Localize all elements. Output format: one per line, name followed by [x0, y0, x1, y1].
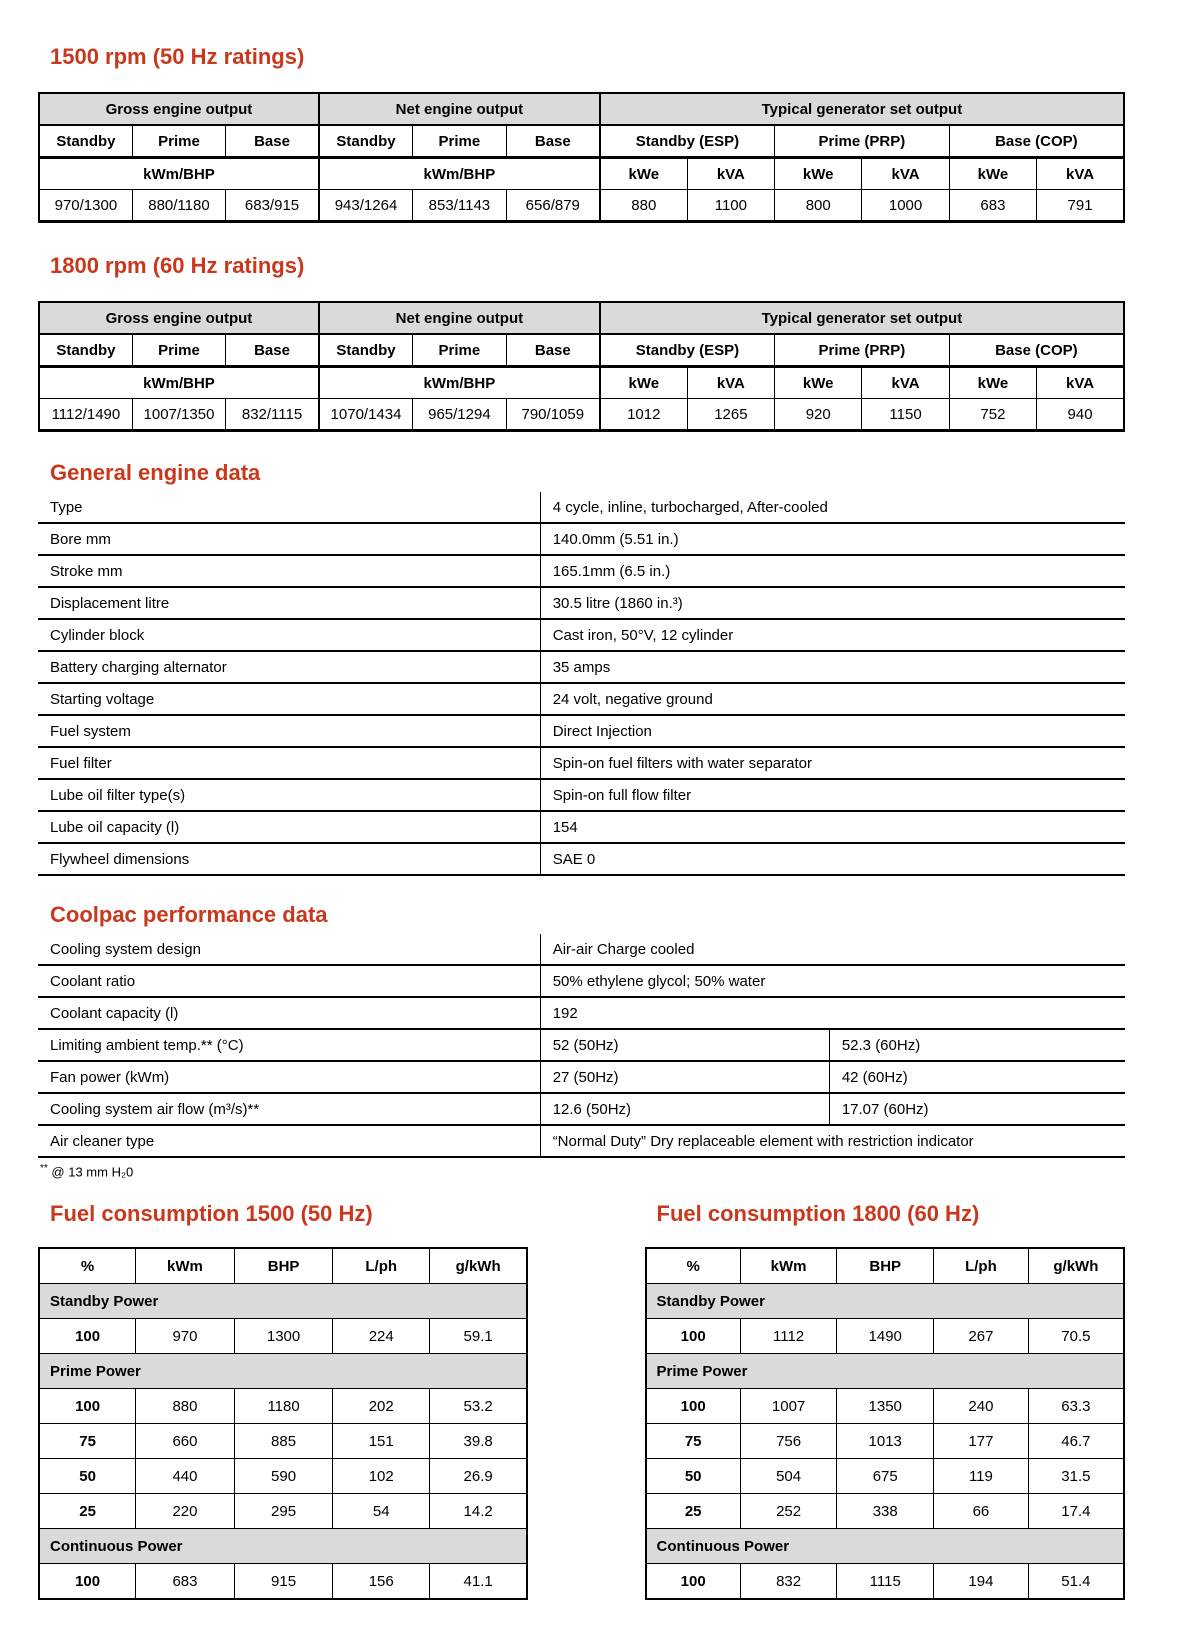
- value-cell: 504: [740, 1459, 837, 1494]
- group-header: Gross engine output: [39, 93, 319, 125]
- value-cell: 1112/1490: [39, 399, 132, 431]
- value-cell: 880/1180: [132, 190, 225, 222]
- value-cell: 54: [333, 1494, 430, 1529]
- table-row: [38, 619, 1125, 651]
- column-header: Prime: [413, 334, 507, 367]
- spec-value: Spin-on fuel filters with water separator: [540, 747, 1125, 779]
- footnote-marker: **: [40, 1163, 48, 1174]
- spec-value-50hz: 52 (50Hz): [540, 1029, 829, 1061]
- group-header: Gross engine output: [39, 302, 319, 334]
- value-cell: 25: [646, 1494, 741, 1529]
- table-row: [39, 1494, 527, 1529]
- unit-header: kVA: [1037, 367, 1124, 399]
- spec-label: Displacement litre: [38, 587, 540, 619]
- table-row: [39, 367, 1124, 399]
- table-section-row: [39, 1529, 527, 1564]
- value-cell: 853/1143: [413, 190, 507, 222]
- spec-value: 165.1mm (6.5 in.): [540, 555, 1125, 587]
- spec-label: Coolant ratio: [38, 965, 540, 997]
- table-row: [646, 1248, 1124, 1284]
- table-row: [646, 1459, 1124, 1494]
- spec-value: Air-air Charge cooled: [540, 934, 1125, 965]
- footnote-text: @ 13 mm H₂0: [51, 1164, 134, 1180]
- value-cell: 252: [740, 1494, 837, 1529]
- section-label: Continuous Power: [39, 1529, 527, 1564]
- table-row: [646, 1319, 1124, 1354]
- value-cell: 100: [39, 1319, 136, 1354]
- spec-label: Cooling system air flow (m³/s)**: [38, 1093, 540, 1125]
- column-header: kWm: [136, 1248, 235, 1284]
- unit-header: kWm/BHP: [319, 158, 600, 190]
- value-cell: 202: [333, 1389, 430, 1424]
- value-cell: 224: [333, 1319, 430, 1354]
- unit-header: kWe: [775, 158, 862, 190]
- value-cell: 1350: [837, 1389, 934, 1424]
- spec-value-60hz: 42 (60Hz): [829, 1061, 1125, 1093]
- value-cell: 1000: [862, 190, 949, 222]
- column-header: Prime (PRP): [775, 125, 950, 158]
- table-row: [38, 555, 1125, 587]
- value-cell: 943/1264: [319, 190, 413, 222]
- value-cell: 683/915: [226, 190, 319, 222]
- spec-value: Direct Injection: [540, 715, 1125, 747]
- column-header: Base (COP): [949, 125, 1124, 158]
- value-cell: 440: [136, 1459, 235, 1494]
- value-cell: 1115: [837, 1564, 934, 1600]
- coolpac-data-table: [38, 934, 1125, 1158]
- section-label: Standby Power: [39, 1284, 527, 1319]
- spec-label: Flywheel dimensions: [38, 843, 540, 875]
- value-cell: 156: [333, 1564, 430, 1600]
- general-engine-data-title: General engine data: [50, 460, 261, 485]
- table-row: [38, 779, 1125, 811]
- table-row: [39, 1459, 527, 1494]
- table-row: [39, 334, 1124, 367]
- unit-header: kWe: [949, 158, 1036, 190]
- value-cell: 100: [646, 1389, 741, 1424]
- section-label: Continuous Power: [646, 1529, 1124, 1564]
- value-cell: 100: [646, 1564, 741, 1600]
- column-header: Standby (ESP): [600, 334, 775, 367]
- table-section-row: [646, 1354, 1124, 1389]
- value-cell: 75: [646, 1424, 741, 1459]
- spec-label: Type: [38, 492, 540, 523]
- table-row: [646, 1389, 1124, 1424]
- value-cell: 885: [234, 1424, 333, 1459]
- spec-label: Coolant capacity (l): [38, 997, 540, 1029]
- value-cell: 1070/1434: [319, 399, 413, 431]
- unit-header: kWm/BHP: [39, 367, 319, 399]
- value-cell: 14.2: [430, 1494, 528, 1529]
- spec-label: Stroke mm: [38, 555, 540, 587]
- value-cell: 752: [949, 399, 1036, 431]
- spec-label: Cylinder block: [38, 619, 540, 651]
- value-cell: 832: [740, 1564, 837, 1600]
- value-cell: 39.8: [430, 1424, 528, 1459]
- general-engine-data-table: [38, 492, 1125, 876]
- group-header: Typical generator set output: [600, 93, 1124, 125]
- value-cell: 100: [39, 1564, 136, 1600]
- table-row: [39, 399, 1124, 431]
- table-row: [38, 523, 1125, 555]
- unit-header: kWm/BHP: [319, 367, 600, 399]
- value-cell: 1012: [600, 399, 687, 431]
- value-cell: 970: [136, 1319, 235, 1354]
- column-header: Standby: [319, 125, 413, 158]
- fuel-50hz-column: [38, 1201, 528, 1600]
- value-cell: 119: [934, 1459, 1029, 1494]
- spec-value: 35 amps: [540, 651, 1125, 683]
- spec-label: Fuel system: [38, 715, 540, 747]
- value-cell: 25: [39, 1494, 136, 1529]
- value-cell: 880: [600, 190, 687, 222]
- table-row: [39, 190, 1124, 222]
- spec-label: Limiting ambient temp.** (°C): [38, 1029, 540, 1061]
- table-row: [646, 1424, 1124, 1459]
- value-cell: 70.5: [1028, 1319, 1124, 1354]
- column-header: L/ph: [934, 1248, 1029, 1284]
- unit-header: kWe: [600, 367, 687, 399]
- column-header: Standby: [319, 334, 413, 367]
- table-row: [39, 302, 1124, 334]
- column-header: Base: [506, 125, 600, 158]
- column-header: %: [646, 1248, 741, 1284]
- table-row: [39, 1389, 527, 1424]
- value-cell: 53.2: [430, 1389, 528, 1424]
- spec-value: 192: [540, 997, 1125, 1029]
- value-cell: 1112: [740, 1319, 837, 1354]
- column-header: Prime: [413, 125, 507, 158]
- value-cell: 1100: [687, 190, 774, 222]
- column-header: %: [39, 1248, 136, 1284]
- fuel-50hz-table: [38, 1247, 528, 1600]
- value-cell: 1490: [837, 1319, 934, 1354]
- table-row: [39, 158, 1124, 190]
- spec-label: Starting voltage: [38, 683, 540, 715]
- spec-value-60hz: 17.07 (60Hz): [829, 1093, 1125, 1125]
- spec-value-50hz: 27 (50Hz): [540, 1061, 829, 1093]
- group-header: Net engine output: [319, 302, 600, 334]
- table-row: [38, 492, 1125, 523]
- column-header: BHP: [234, 1248, 333, 1284]
- value-cell: 660: [136, 1424, 235, 1459]
- value-cell: 338: [837, 1494, 934, 1529]
- table-section-row: [646, 1284, 1124, 1319]
- fuel-50hz-title: Fuel consumption 1500 (50 Hz): [50, 1201, 373, 1227]
- table-section-row: [39, 1284, 527, 1319]
- table-row: [39, 1319, 527, 1354]
- section-label: Prime Power: [39, 1354, 527, 1389]
- value-cell: 1013: [837, 1424, 934, 1459]
- table-row: [38, 715, 1125, 747]
- value-cell: 75: [39, 1424, 136, 1459]
- spec-value: SAE 0: [540, 843, 1125, 875]
- value-cell: 267: [934, 1319, 1029, 1354]
- coolpac-footnote: [38, 1163, 1125, 1179]
- spec-label: Cooling system design: [38, 934, 540, 965]
- column-header: Base: [226, 125, 319, 158]
- table-row: [646, 1564, 1124, 1600]
- unit-header: kWe: [949, 367, 1036, 399]
- table-row: [38, 997, 1125, 1029]
- value-cell: 590: [234, 1459, 333, 1494]
- spec-value: 50% ethylene glycol; 50% water: [540, 965, 1125, 997]
- table-row: [646, 1494, 1124, 1529]
- column-header: L/ph: [333, 1248, 430, 1284]
- value-cell: 26.9: [430, 1459, 528, 1494]
- table-row: [38, 843, 1125, 875]
- value-cell: 63.3: [1028, 1389, 1124, 1424]
- unit-header: kVA: [687, 367, 774, 399]
- ratings-50hz-title: 1500 rpm (50 Hz ratings): [50, 44, 305, 69]
- table-section-row: [646, 1529, 1124, 1564]
- spec-label: Fan power (kWm): [38, 1061, 540, 1093]
- unit-header: kVA: [862, 158, 949, 190]
- value-cell: 920: [775, 399, 862, 431]
- table-row: [38, 811, 1125, 843]
- spec-label: Air cleaner type: [38, 1125, 540, 1157]
- column-header: Base (COP): [949, 334, 1124, 367]
- column-header: kWm: [740, 1248, 837, 1284]
- column-header: Prime: [132, 125, 225, 158]
- spec-value: Spin-on full flow filter: [540, 779, 1125, 811]
- value-cell: 51.4: [1028, 1564, 1124, 1600]
- value-cell: 683: [949, 190, 1036, 222]
- value-cell: 50: [646, 1459, 741, 1494]
- table-row: [38, 747, 1125, 779]
- value-cell: 800: [775, 190, 862, 222]
- spec-label: Lube oil filter type(s): [38, 779, 540, 811]
- spec-value-50hz: 12.6 (50Hz): [540, 1093, 829, 1125]
- ratings-60hz-table: [38, 301, 1125, 432]
- value-cell: 880: [136, 1389, 235, 1424]
- table-row: [39, 1424, 527, 1459]
- value-cell: 46.7: [1028, 1424, 1124, 1459]
- column-header: Prime (PRP): [775, 334, 950, 367]
- spec-value-60hz: 52.3 (60Hz): [829, 1029, 1125, 1061]
- value-cell: 965/1294: [413, 399, 507, 431]
- group-header: Net engine output: [319, 93, 600, 125]
- value-cell: 1007: [740, 1389, 837, 1424]
- fuel-60hz-title: Fuel consumption 1800 (60 Hz): [656, 1201, 980, 1227]
- table-row: [39, 93, 1124, 125]
- column-header: g/kWh: [1028, 1248, 1124, 1284]
- unit-header: kVA: [862, 367, 949, 399]
- value-cell: 177: [934, 1424, 1029, 1459]
- value-cell: 756: [740, 1424, 837, 1459]
- value-cell: 240: [934, 1389, 1029, 1424]
- spec-label: Lube oil capacity (l): [38, 811, 540, 843]
- value-cell: 791: [1037, 190, 1124, 222]
- table-row: [38, 1061, 1125, 1093]
- coolpac-data-title: Coolpac performance data: [50, 902, 328, 927]
- value-cell: 1265: [687, 399, 774, 431]
- value-cell: 59.1: [430, 1319, 528, 1354]
- table-row: [38, 1125, 1125, 1157]
- value-cell: 970/1300: [39, 190, 132, 222]
- spec-value: “Normal Duty” Dry replaceable element with restriction indicator: [540, 1125, 1125, 1157]
- spec-value: Cast iron, 50°V, 12 cylinder: [540, 619, 1125, 651]
- spec-value: 140.0mm (5.51 in.): [540, 523, 1125, 555]
- value-cell: 66: [934, 1494, 1029, 1529]
- value-cell: 295: [234, 1494, 333, 1529]
- value-cell: 1150: [862, 399, 949, 431]
- table-row: [38, 587, 1125, 619]
- value-cell: 31.5: [1028, 1459, 1124, 1494]
- value-cell: 102: [333, 1459, 430, 1494]
- unit-header: kVA: [687, 158, 774, 190]
- value-cell: 50: [39, 1459, 136, 1494]
- column-header: Standby: [39, 334, 132, 367]
- fuel-consumption-section: [38, 1201, 1125, 1600]
- value-cell: 41.1: [430, 1564, 528, 1600]
- value-cell: 1007/1350: [132, 399, 225, 431]
- table-row: [39, 125, 1124, 158]
- ratings-60hz-title: 1800 rpm (60 Hz ratings): [50, 253, 305, 278]
- fuel-60hz-table: [645, 1247, 1125, 1600]
- spec-value: 24 volt, negative ground: [540, 683, 1125, 715]
- spec-label: Bore mm: [38, 523, 540, 555]
- group-header: Typical generator set output: [600, 302, 1124, 334]
- ratings-50hz-table: [38, 92, 1125, 223]
- value-cell: 100: [39, 1389, 136, 1424]
- unit-header: kWe: [600, 158, 687, 190]
- table-row: [38, 683, 1125, 715]
- value-cell: 790/1059: [506, 399, 600, 431]
- section-label: Standby Power: [646, 1284, 1124, 1319]
- table-row: [38, 965, 1125, 997]
- table-row: [38, 651, 1125, 683]
- table-row: [39, 1248, 527, 1284]
- spec-label: Battery charging alternator: [38, 651, 540, 683]
- value-cell: 194: [934, 1564, 1029, 1600]
- spec-value: 30.5 litre (1860 in.³): [540, 587, 1125, 619]
- column-header: Base: [226, 334, 319, 367]
- value-cell: 675: [837, 1459, 934, 1494]
- table-row: [38, 1093, 1125, 1125]
- column-header: Base: [506, 334, 600, 367]
- unit-header: kWm/BHP: [39, 158, 319, 190]
- value-cell: 940: [1037, 399, 1124, 431]
- value-cell: 17.4: [1028, 1494, 1124, 1529]
- spec-value: 4 cycle, inline, turbocharged, After-cooled: [540, 492, 1125, 523]
- column-header: Prime: [132, 334, 225, 367]
- column-header: Standby (ESP): [600, 125, 775, 158]
- table-row: [38, 1029, 1125, 1061]
- value-cell: 683: [136, 1564, 235, 1600]
- column-header: g/kWh: [430, 1248, 528, 1284]
- column-header: Standby: [39, 125, 132, 158]
- spec-label: Fuel filter: [38, 747, 540, 779]
- value-cell: 1180: [234, 1389, 333, 1424]
- table-section-row: [39, 1354, 527, 1389]
- value-cell: 100: [646, 1319, 741, 1354]
- spec-value: 154: [540, 811, 1125, 843]
- value-cell: 1300: [234, 1319, 333, 1354]
- value-cell: 656/879: [506, 190, 600, 222]
- value-cell: 151: [333, 1424, 430, 1459]
- section-label: Prime Power: [646, 1354, 1124, 1389]
- column-header: BHP: [837, 1248, 934, 1284]
- unit-header: kVA: [1037, 158, 1124, 190]
- value-cell: 915: [234, 1564, 333, 1600]
- value-cell: 832/1115: [226, 399, 319, 431]
- fuel-60hz-column: [645, 1201, 1125, 1600]
- table-row: [39, 1564, 527, 1600]
- table-row: [38, 934, 1125, 965]
- unit-header: kWe: [775, 367, 862, 399]
- value-cell: 220: [136, 1494, 235, 1529]
